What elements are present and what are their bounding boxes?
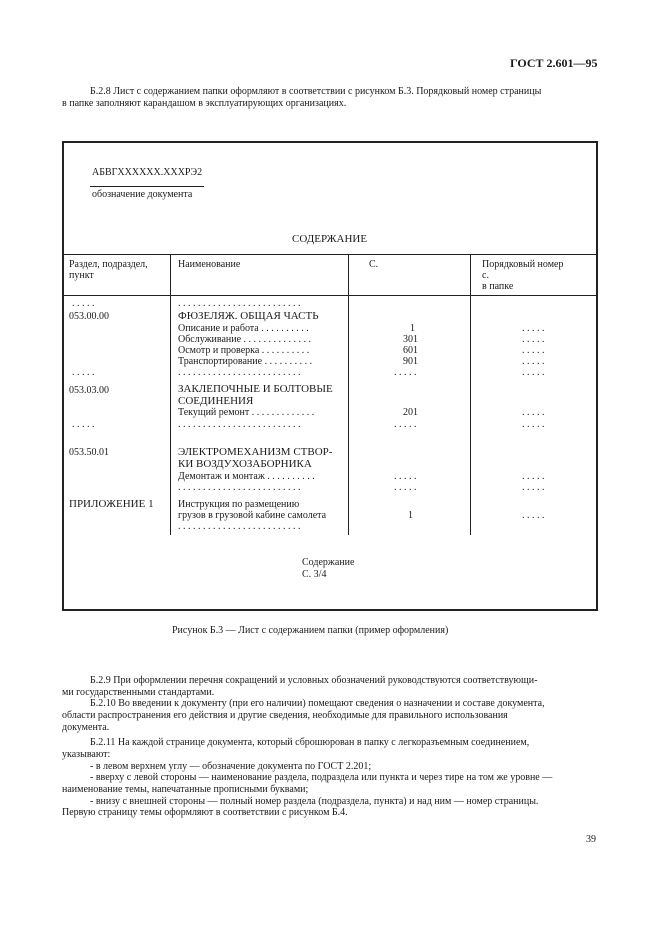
document-code: ГОСТ 2.601—95 xyxy=(510,56,598,70)
paragraph-b29-line-1: Б.2.9 При оформлении перечня сокращений и условных обозначений руководствуются соответствующи- xyxy=(90,675,538,686)
figure-frame xyxy=(62,141,598,611)
column-divider-3 xyxy=(470,254,471,535)
table-row-dots-section: . . . . . xyxy=(72,367,95,378)
column-header-name: Наименование xyxy=(178,259,241,270)
paragraph-b210-line-2: области распространения его действия и другие сведения, необходимые для правильного использования xyxy=(62,710,508,721)
paragraph-b211-line-1: Б.2.11 На каждой странице документа, который сброшюрован в папку с легкоразъемным соединением, xyxy=(90,737,530,748)
page-dots: . . . . . xyxy=(394,482,417,493)
table-row-dots-name: . . . . . . . . . . . . . . . . . . . . . . . . . xyxy=(178,419,301,430)
contents-footer-label: Содержание xyxy=(302,557,355,568)
list-item-3-line-2: Первую страницу темы оформляют в соответствии с рисунком Б.4. xyxy=(62,807,348,818)
subsection-name: Осмотр и проверка . . . . . . . . . . xyxy=(178,345,310,356)
page-dots: . . . . . xyxy=(394,419,417,430)
paragraph-b210-line-1: Б.2.10 Во введении к документу (при его наличии) помещают сведения о назначении и составе документа, xyxy=(90,698,545,709)
page-dots: . . . . . xyxy=(394,367,417,378)
order-dots: . . . . . xyxy=(522,407,545,418)
order-dots: . . . . . xyxy=(522,334,545,345)
contents-footer-page: С. 3/4 xyxy=(302,569,327,580)
section-name-line-2: КИ ВОЗДУХОЗАБОРНИКА xyxy=(178,458,312,470)
contents-title: СОДЕРЖАНИЕ xyxy=(292,233,368,245)
subsection-name: Описание и работа . . . . . . . . . . xyxy=(178,323,309,334)
section-number: 053.03.00 xyxy=(69,385,109,396)
paragraph-b211-line-2: указывают: xyxy=(62,749,111,760)
column-divider-1 xyxy=(170,254,171,535)
column-header-page: С. xyxy=(369,259,379,270)
column-divider-2 xyxy=(348,254,349,535)
table-row-dots-name: . . . . . . . . . . . . . . . . . . . . . . . . . xyxy=(178,482,301,493)
list-item-1: - в левом верхнем углу — обозначение документа по ГОСТ 2.201; xyxy=(90,761,372,772)
page-value: 1 xyxy=(408,510,413,521)
table-row-dots-name: . . . . . . . . . . . . . . . . . . . . . . . . . xyxy=(178,298,301,309)
order-dots: . . . . . xyxy=(522,510,545,521)
subsection-name: Демонтаж и монтаж . . . . . . . . . . xyxy=(178,471,315,482)
column-header-section-l2: пункт xyxy=(69,270,94,281)
designation-underline xyxy=(90,186,204,187)
table-row-dots-name: . . . . . . . . . . . . . . . . . . . . . . . . . xyxy=(178,367,301,378)
designation-caption: обозначение документа xyxy=(92,189,193,200)
table-header-bottom-line xyxy=(63,295,597,296)
section-name-line-1: ЗАКЛЕПОЧНЫЕ И БОЛТОВЫЕ xyxy=(178,383,333,395)
page-value: 301 xyxy=(403,334,418,345)
paragraph-b29-line-2: ми государственными стандартами. xyxy=(62,687,215,698)
subsection-name: Транспортирование . . . . . . . . . . xyxy=(178,356,313,367)
order-dots: . . . . . xyxy=(522,367,545,378)
column-header-section-l1: Раздел, подраздел, xyxy=(69,259,148,270)
section-name: ФЮЗЕЛЯЖ. ОБЩАЯ ЧАСТЬ xyxy=(178,310,319,322)
table-row-dots-name: . . . . . . . . . . . . . . . . . . . . . . . . . xyxy=(178,521,301,532)
figure-caption: Рисунок Б.3 — Лист с содержанием папки (пример оформления) xyxy=(172,625,449,636)
subsection-name: Обслуживание . . . . . . . . . . . . . . xyxy=(178,334,312,345)
paragraph-b210-line-3: документа. xyxy=(62,722,110,733)
section-number: 053.00.00 xyxy=(69,311,109,322)
page-value: 1 xyxy=(410,323,415,334)
document-designation: АБВГXXXXXX.XXXРЭ2 xyxy=(92,167,203,178)
table-row-dots-section: . . . . . xyxy=(72,419,95,430)
table-row-dots-section: . . . . . xyxy=(72,298,95,309)
section-name-line-1: ЭЛЕКТРОМЕХАНИЗМ СТВОР- xyxy=(178,446,333,458)
subsection-name: Текущий ремонт . . . . . . . . . . . . . xyxy=(178,407,315,418)
order-dots: . . . . . xyxy=(522,471,545,482)
order-dots: . . . . . xyxy=(522,419,545,430)
section-number: 053.50.01 xyxy=(69,447,109,458)
list-item-2-line-2: наименование темы, напечатанные прописными буквами; xyxy=(62,784,309,795)
column-header-order-l2: с. xyxy=(482,270,489,281)
page-value: 901 xyxy=(403,356,418,367)
order-dots: . . . . . xyxy=(522,356,545,367)
page-number: 39 xyxy=(586,834,596,845)
appendix-name-line-2: грузов в грузовой кабине самолета xyxy=(178,510,327,521)
intro-line-2: в папке заполняют карандашом в эксплуатирующих организациях. xyxy=(62,98,347,109)
order-dots: . . . . . xyxy=(522,345,545,356)
intro-line-1: Б.2.8 Лист с содержанием папки оформляют в соответствии с рисунком Б.3. Порядковый номер страницы xyxy=(90,86,542,97)
page-dots: . . . . . xyxy=(394,471,417,482)
list-item-2-line-1: - вверху с левой стороны — наименование раздела, подраздела или пункта и через тире на том же уровне — xyxy=(90,772,553,783)
appendix-label: ПРИЛОЖЕНИЕ 1 xyxy=(69,498,154,510)
order-dots: . . . . . xyxy=(522,482,545,493)
column-header-order-l1: Порядковый номер xyxy=(482,259,564,270)
list-item-3-line-1: - внизу с внешней стороны — полный номер раздела (подраздела, пункта) и над ним — номер страницы. xyxy=(90,796,539,807)
page-value: 201 xyxy=(403,407,418,418)
appendix-name-line-1: Инструкция по размещению xyxy=(178,499,300,510)
order-dots: . . . . . xyxy=(522,323,545,334)
section-name-line-2: СОЕДИНЕНИЯ xyxy=(178,395,254,407)
table-header-top-line xyxy=(63,254,597,255)
column-header-order-l3: в папке xyxy=(482,281,514,292)
page-value: 601 xyxy=(403,345,418,356)
